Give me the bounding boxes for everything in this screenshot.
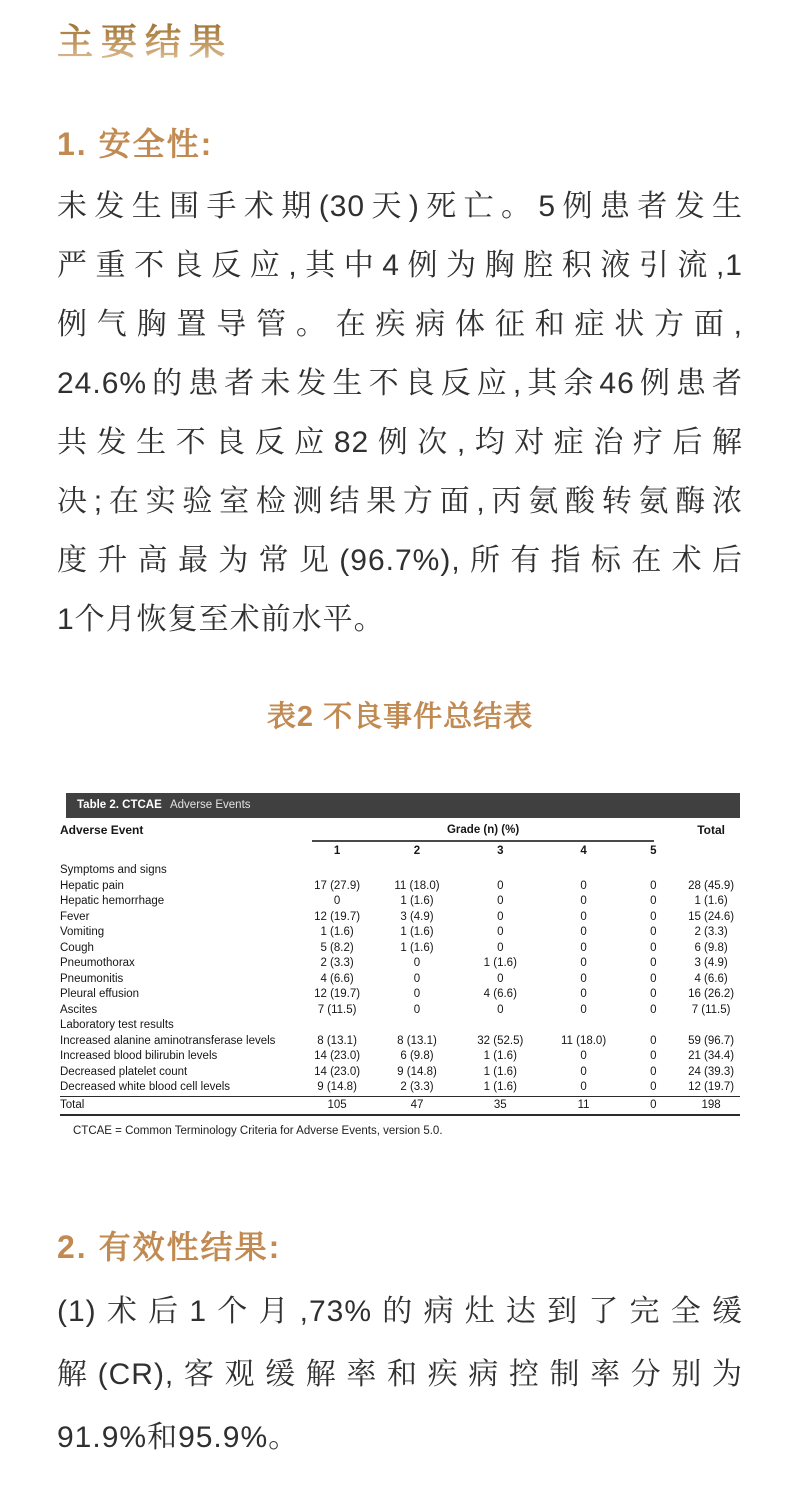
row-value: 8 (13.1) [397, 1034, 437, 1047]
table-row [60, 987, 740, 1003]
row-value: 12 (19.7) [314, 910, 361, 923]
row-value: 35 [458, 1096, 543, 1115]
row-value: 0 [497, 941, 504, 954]
page-title: 主要结果 [57, 20, 743, 64]
row-value: 16 (26.2) [688, 988, 735, 1000]
table-caption: 表2 不良事件总结表 [266, 701, 534, 733]
row-value: 6 (9.8) [694, 941, 728, 954]
paragraph-line: (1)术后1个月,73%的病灶达到了完全缓 [57, 1294, 743, 1328]
row-value: 2 (3.3) [400, 1081, 434, 1093]
paragraph-line: 解(CR),客观缓解率和疾病控制率分别为 [57, 1357, 743, 1391]
col-header-total: Total [697, 823, 725, 837]
row-value: 1 (1.6) [483, 1065, 517, 1078]
row-value: 0 [333, 895, 341, 907]
table-title-regular: Adverse Events [169, 799, 251, 811]
row-value: 32 (52.5) [477, 1034, 524, 1047]
row-value: 0 [497, 895, 504, 907]
row-value: 0 [650, 1081, 657, 1093]
paragraph-line: 决;在实验室检测结果方面,丙氨酸转氨酶浓 [57, 485, 743, 518]
row-value: 6 (9.8) [400, 1050, 434, 1062]
row-value: 0 [650, 895, 657, 907]
row-value: 0 [650, 910, 657, 923]
row-value: 3 (4.9) [400, 910, 434, 923]
row-value: 0 [497, 1003, 504, 1016]
row-label: Fever [60, 910, 90, 923]
row-value: 0 [580, 1081, 587, 1093]
row-value: 0 [580, 1050, 587, 1062]
section-heading-safety: 1. 安全性: [57, 126, 214, 162]
row-value: 47 [376, 1096, 458, 1115]
row-value: 2 (3.3) [320, 957, 354, 969]
table-row [60, 1003, 740, 1019]
row-label: Increased alanine aminotransferase levels [60, 1034, 276, 1047]
table-title-bar [66, 793, 740, 818]
row-value: 0 [650, 972, 657, 985]
table-section-row [60, 863, 740, 879]
row-value: 7 (11.5) [317, 1003, 357, 1016]
row-value: 0 [580, 957, 587, 969]
row-value: 24 (39.3) [688, 1065, 735, 1078]
row-value: 0 [497, 879, 504, 892]
row-value: 4 (6.6) [483, 988, 517, 1000]
row-value: 0 [413, 972, 421, 985]
grade-col-header-3: 3 [497, 845, 504, 857]
efficacy-paragraph [57, 1280, 743, 1469]
row-label: Hepatic pain [60, 879, 124, 892]
row-value: 0 [413, 957, 421, 969]
row-value: 11 [543, 1096, 625, 1115]
row-value: 9 (14.8) [397, 1065, 437, 1078]
table-row [60, 941, 740, 957]
row-value: 0 [497, 972, 504, 985]
row-label: Decreased platelet count [60, 1065, 188, 1078]
row-value: 0 [650, 879, 657, 892]
row-value: 0 [580, 910, 587, 923]
row-value: 0 [650, 1050, 657, 1062]
section-heading-efficacy: 2. 有效性结果: [57, 1228, 282, 1265]
row-value: 14 (23.0) [314, 1050, 361, 1062]
row-value: 3 (4.9) [694, 957, 728, 969]
row-value: 14 (23.0) [314, 1065, 361, 1078]
row-section-label: Symptoms and signs [60, 864, 167, 876]
row-value: 12 (19.7) [688, 1081, 735, 1093]
row-label: Pleural effusion [60, 988, 140, 1000]
table-footnote: CTCAE = Common Terminology Criteria for Adverse Events, version 5.0. [73, 1124, 443, 1137]
row-value: 1 (1.6) [400, 926, 434, 938]
paragraph-line: 91.9%和95.9%。 [57, 1420, 300, 1454]
row-value: 0 [650, 1034, 657, 1047]
row-value: 0 [624, 1096, 682, 1115]
paragraph-line: 度升高最为常见(96.7%),所有指标在术后 [57, 544, 743, 577]
row-value: 0 [650, 988, 657, 1000]
row-value: 9 (14.8) [317, 1081, 357, 1093]
col-header-adverse-event: Adverse Event [60, 823, 144, 837]
row-value: 5 (8.2) [320, 941, 354, 954]
row-value: 15 (24.6) [688, 910, 735, 923]
row-value: 0 [650, 1065, 657, 1078]
row-value: 0 [580, 895, 587, 907]
row-value: 198 [682, 1096, 740, 1115]
paragraph-line: 共发生不良反应82例次,均对症治疗后解 [57, 426, 743, 459]
row-section-label: Laboratory test results [60, 1019, 174, 1031]
row-value: 0 [580, 1065, 587, 1078]
row-value: 0 [497, 910, 504, 923]
col-header-grade-group [298, 823, 682, 842]
table-header-row [60, 823, 740, 842]
grade-col-header-4: 4 [580, 845, 587, 857]
row-label: Ascites [60, 1003, 98, 1016]
row-value: 4 (6.6) [320, 972, 354, 985]
row-label: Decreased white blood cell levels [60, 1081, 231, 1093]
row-value: 0 [650, 957, 657, 969]
grade-col-header-1: 1 [333, 845, 341, 857]
row-value: 4 (6.6) [694, 972, 728, 985]
row-value: 105 [298, 1096, 376, 1115]
row-label: Increased blood bilirubin levels [60, 1050, 218, 1062]
table-row [60, 956, 740, 972]
grade-col-header-5: 5 [650, 845, 657, 857]
table-row [60, 1096, 740, 1115]
paragraph-line: 例气胸置导管。在疾病体征和症状方面, [57, 308, 743, 341]
row-value: 0 [580, 988, 587, 1000]
table-row [60, 1049, 740, 1065]
row-value: 0 [580, 1003, 587, 1016]
row-value: 1 (1.6) [400, 941, 434, 954]
table-row [60, 894, 740, 910]
table-row [60, 925, 740, 941]
row-label: Vomiting [60, 926, 105, 938]
row-value: 17 (27.9) [314, 879, 361, 892]
table-row [60, 910, 740, 926]
row-value: 11 (18.0) [394, 879, 440, 892]
paragraph-line: 严重不良反应,其中4例为胸腔积液引流,1 [57, 249, 743, 282]
table-row [60, 879, 740, 895]
row-value: 1 (1.6) [400, 895, 434, 907]
row-value: 11 (18.0) [560, 1034, 607, 1047]
row-label: Hepatic hemorrhage [60, 895, 165, 907]
row-value: 21 (34.4) [688, 1050, 735, 1062]
table2-figure [60, 793, 740, 1137]
row-value: 12 (19.7) [314, 988, 361, 1000]
row-label: Cough [60, 941, 94, 954]
row-value: 0 [650, 941, 657, 954]
table-section-row [60, 1018, 740, 1034]
adverse-events-table [60, 823, 740, 1116]
row-value: 0 [413, 988, 421, 1000]
row-value: 1 (1.6) [320, 926, 354, 938]
row-value: 0 [580, 941, 587, 954]
row-value: 0 [580, 879, 587, 892]
row-value: 8 (13.1) [317, 1034, 357, 1047]
row-value: 28 (45.9) [688, 879, 735, 892]
paragraph-line: 1个月恢复至术前水平。 [57, 603, 385, 636]
paragraph-line: 24.6%的患者未发生不良反应,其余46例患者 [57, 367, 743, 400]
table-row [60, 1080, 740, 1096]
row-value: 7 (11.5) [691, 1003, 731, 1016]
row-value: 0 [580, 926, 587, 938]
table-row [60, 1034, 740, 1050]
row-value: 0 [497, 926, 504, 938]
row-value: 1 (1.6) [483, 1081, 517, 1093]
row-value: 1 (1.6) [483, 1050, 517, 1062]
row-value: 2 (3.3) [694, 926, 728, 938]
row-label: Pneumothorax [60, 957, 135, 969]
row-value: 0 [650, 1003, 657, 1016]
safety-paragraph [57, 177, 743, 649]
row-label: Total [60, 1096, 298, 1115]
table-row [60, 972, 740, 988]
grade-group-label: Grade (n) (%) [312, 823, 654, 842]
row-value: 0 [580, 972, 587, 985]
row-label: Pneumonitis [60, 972, 124, 985]
row-value: 59 (96.7) [688, 1034, 735, 1047]
grade-col-header-2: 2 [413, 845, 421, 857]
row-value: 0 [650, 926, 657, 938]
table-row [60, 1065, 740, 1081]
row-value: 1 (1.6) [483, 957, 517, 969]
row-value: 1 (1.6) [694, 895, 728, 907]
row-value: 0 [413, 1003, 421, 1016]
table-title-bold: Table 2. CTCAE [77, 799, 162, 811]
paragraph-line: 未发生围手术期(30天)死亡。5例患者发生 [57, 190, 743, 223]
